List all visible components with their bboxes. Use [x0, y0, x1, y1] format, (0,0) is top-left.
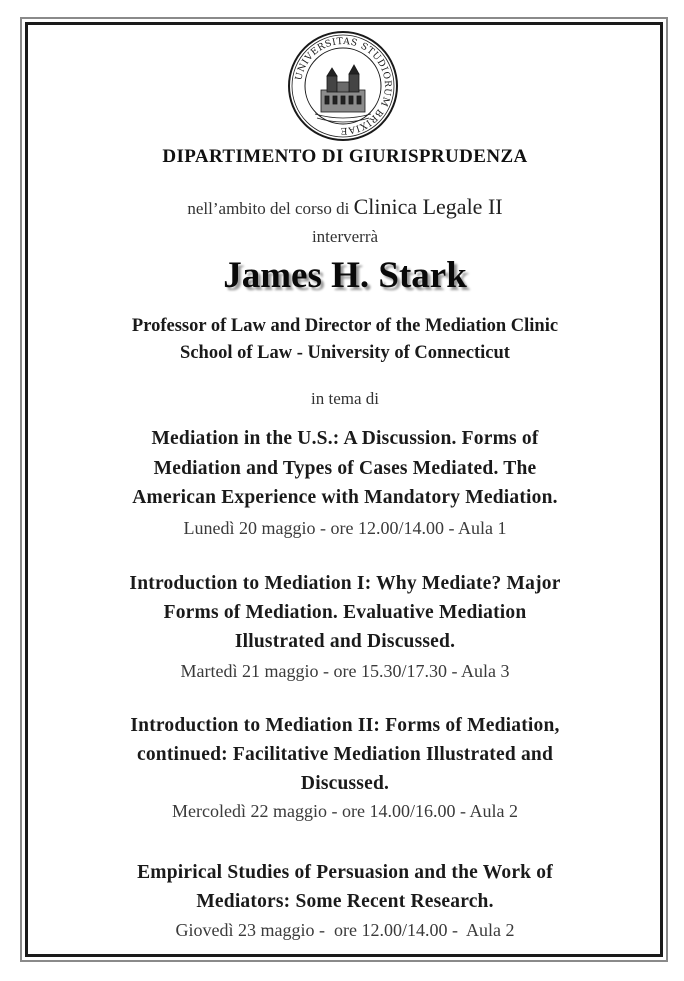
talk-4-title-line-1: Empirical Studies of Persuasion and the Work of	[137, 862, 553, 883]
talk-1-schedule: Lunedì 20 maggio - ore 12.00/14.00 - Aula 1	[183, 518, 507, 538]
talk-2-title-line-1: Introduction to Mediation I: Why Mediate? Major	[129, 573, 561, 594]
course-name: Clinica Legale II	[353, 194, 503, 219]
talk-3-title-line-3: Discussed.	[300, 773, 390, 794]
university-seal-icon	[287, 30, 399, 142]
talk-1-title-line-2: Mediation and Types of Cases Mediated. The	[153, 458, 537, 479]
talk-1-title-line-1: Mediation in the U.S.: A Discussion. Forms of	[151, 428, 539, 449]
talk-3-title-line-1: Introduction to Mediation II: Forms of Mediation,	[130, 715, 560, 736]
department-heading: DIPARTIMENTO DI GIURISPRUDENZA	[162, 146, 528, 167]
seal-legend: UNIVERSITAS STUDIORUM BRIXIAE	[293, 35, 394, 137]
talk-3-title-line-2: continued: Facilitative Mediation Illustrated and	[136, 744, 554, 765]
speaker-affiliation-line2: School of Law - University of Connecticut	[180, 343, 510, 363]
topic-intro: in tema di	[311, 389, 379, 408]
speaker-name: James H. Stark	[223, 255, 467, 296]
course-intro-prefix: nell’ambito del corso di	[187, 199, 354, 218]
speaker-affiliation-line1: Professor of Law and Director of the Mediation Clinic	[131, 316, 559, 336]
talk-3-schedule: Mercoledì 22 maggio - ore 14.00/16.00 - Aula 2	[172, 801, 518, 821]
talk-4-schedule: Giovedì 23 maggio - ore 12.00/14.00 - Aula 2	[175, 920, 515, 940]
talk-2-title-line-2: Forms of Mediation. Evaluative Mediation	[163, 602, 527, 623]
talk-1-title-line-3: American Experience with Mandatory Mediation.	[132, 487, 558, 508]
talk-4-title-line-2: Mediators: Some Recent Research.	[196, 891, 494, 912]
talk-2-schedule: Martedì 21 maggio - ore 15.30/17.30 - Aula 3	[180, 661, 510, 681]
course-intro	[30, 194, 660, 220]
talk-2-title-line-3: Illustrated and Discussed.	[234, 631, 456, 652]
intervention-label: interverrà	[311, 227, 379, 246]
